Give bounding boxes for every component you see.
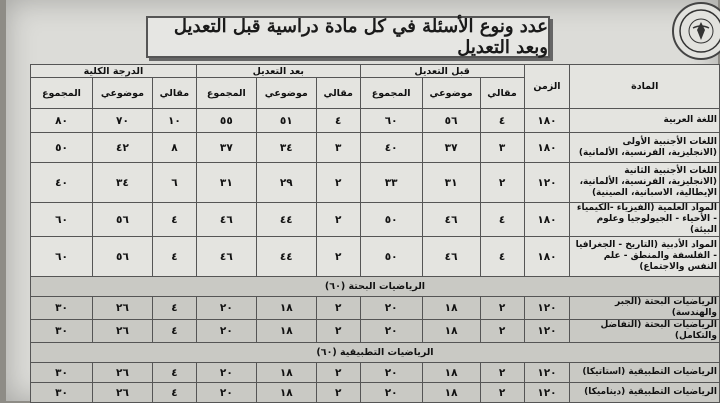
table-row <box>31 237 720 277</box>
cell-after-objective: ٤٤ <box>256 237 316 277</box>
cell-time: ١٢٠ <box>524 363 570 383</box>
cell-total-sum: ٦٠ <box>31 203 93 237</box>
cell-before-sum: ٥٠ <box>360 237 422 277</box>
cell-after-objective: ١٨ <box>256 320 316 343</box>
cell-total-sum: ٣٠ <box>31 363 93 383</box>
table-row <box>31 203 720 237</box>
header-total-objective: موضوعي <box>92 78 152 109</box>
header-after-objective: موضوعي <box>256 78 316 109</box>
cell-time: ١٢٠ <box>524 163 570 203</box>
cell-subject: اللغات الأجنبية الأولى (الانجليزية، الفرنسية، الألمانية) <box>570 133 720 163</box>
cell-time: ١٢٠ <box>524 320 570 343</box>
cell-before-objective: ٣١ <box>422 163 480 203</box>
cell-total-sum: ٥٠ <box>31 133 93 163</box>
header-before-objective: موضوعي <box>422 78 480 109</box>
cell-after-objective: ٢٩ <box>256 163 316 203</box>
cell-before-objective: ٣٧ <box>422 133 480 163</box>
cell-total-essay: ٤ <box>152 297 196 320</box>
cell-before-sum: ٣٣ <box>360 163 422 203</box>
table-row <box>31 320 720 343</box>
section-row <box>31 277 720 297</box>
seal-graphic <box>678 8 720 54</box>
header-total-degree: الدرجة الكلية <box>31 65 197 78</box>
cell-after-sum: ٤٦ <box>196 237 256 277</box>
cell-total-sum: ٣٠ <box>31 383 93 403</box>
cell-total-objective: ٧٠ <box>92 109 152 133</box>
table-row <box>31 163 720 203</box>
cell-after-sum: ٣٧ <box>196 133 256 163</box>
header-total-sum: المجموع <box>31 78 93 109</box>
cell-total-sum: ٤٠ <box>31 163 93 203</box>
cell-subject: الرياضيات البحتة (الجبر والهندسة) <box>570 297 720 320</box>
cell-total-essay: ١٠ <box>152 109 196 133</box>
cell-before-sum: ٢٠ <box>360 383 422 403</box>
header-subject: المادة <box>570 65 720 109</box>
cell-total-sum: ٦٠ <box>31 237 93 277</box>
cell-total-objective: ٥٦ <box>92 203 152 237</box>
cell-after-sum: ٢٠ <box>196 383 256 403</box>
cell-after-essay: ٢ <box>316 237 360 277</box>
table-row <box>31 133 720 163</box>
cell-total-sum: ٨٠ <box>31 109 93 133</box>
cell-after-sum: ٣١ <box>196 163 256 203</box>
cell-total-essay: ٤ <box>152 363 196 383</box>
cell-total-essay: ٤ <box>152 237 196 277</box>
cell-after-essay: ٢ <box>316 383 360 403</box>
page-title: عدد ونوع الأسئلة في كل مادة دراسية قبل التعديل وبعد التعديل <box>146 16 550 58</box>
cell-after-objective: ١٨ <box>256 297 316 320</box>
cell-total-essay: ٨ <box>152 133 196 163</box>
table-row <box>31 383 720 403</box>
document-page <box>6 0 718 401</box>
cell-after-objective: ٥١ <box>256 109 316 133</box>
cell-after-sum: ٢٠ <box>196 297 256 320</box>
section-label: الرياضيات البحتة (٦٠) <box>31 277 720 297</box>
cell-before-sum: ٤٠ <box>360 133 422 163</box>
cell-total-essay: ٤ <box>152 203 196 237</box>
cell-after-sum: ٤٦ <box>196 203 256 237</box>
cell-before-essay: ٢ <box>480 320 524 343</box>
cell-total-essay: ٤ <box>152 383 196 403</box>
cell-time: ١٨٠ <box>524 133 570 163</box>
header-after: بعد التعديل <box>196 65 360 78</box>
header-row-groups <box>31 65 720 78</box>
cell-before-essay: ٢ <box>480 297 524 320</box>
cell-after-essay: ٢ <box>316 297 360 320</box>
cell-before-essay: ٤ <box>480 203 524 237</box>
header-before-essay: مقالي <box>480 78 524 109</box>
cell-after-objective: ٤٤ <box>256 203 316 237</box>
cell-after-sum: ٥٥ <box>196 109 256 133</box>
cell-after-essay: ٢ <box>316 163 360 203</box>
header-before-sum: المجموع <box>360 78 422 109</box>
cell-after-essay: ٣ <box>316 133 360 163</box>
cell-total-objective: ٤٢ <box>92 133 152 163</box>
cell-before-sum: ٥٠ <box>360 203 422 237</box>
cell-before-sum: ٢٠ <box>360 320 422 343</box>
cell-before-objective: ١٨ <box>422 383 480 403</box>
cell-time: ١٨٠ <box>524 203 570 237</box>
cell-total-objective: ٢٦ <box>92 363 152 383</box>
cell-before-objective: ٤٦ <box>422 237 480 277</box>
questions-table <box>30 64 720 403</box>
cell-after-essay: ٢ <box>316 320 360 343</box>
cell-after-sum: ٢٠ <box>196 320 256 343</box>
cell-subject: الرياضيات التطبيقية (ديناميكا) <box>570 383 720 403</box>
cell-total-objective: ٥٦ <box>92 237 152 277</box>
table-body <box>31 109 720 403</box>
table-row <box>31 297 720 320</box>
cell-after-objective: ١٨ <box>256 363 316 383</box>
cell-total-objective: ٣٤ <box>92 163 152 203</box>
cell-total-sum: ٣٠ <box>31 320 93 343</box>
cell-before-sum: ٢٠ <box>360 297 422 320</box>
cell-time: ١٢٠ <box>524 383 570 403</box>
cell-subject: المواد الأدبية (التاريخ - الجغرافيا - الفلسفة والمنطق - علم النفس والاجتماع) <box>570 237 720 277</box>
header-after-essay: مقالي <box>316 78 360 109</box>
cell-time: ١٢٠ <box>524 297 570 320</box>
cell-subject: اللغة العربية <box>570 109 720 133</box>
cell-before-essay: ٢ <box>480 163 524 203</box>
cell-after-essay: ٢ <box>316 203 360 237</box>
header-total-essay: مقالي <box>152 78 196 109</box>
cell-total-objective: ٢٦ <box>92 297 152 320</box>
cell-before-objective: ٤٦ <box>422 203 480 237</box>
cell-subject: الرياضيات التطبيقية (استاتيكا) <box>570 363 720 383</box>
cell-before-objective: ١٨ <box>422 297 480 320</box>
cell-after-objective: ١٨ <box>256 383 316 403</box>
header-before: قبل التعديل <box>360 65 524 78</box>
cell-before-essay: ٢ <box>480 383 524 403</box>
cell-before-essay: ٣ <box>480 133 524 163</box>
header-after-sum: المجموع <box>196 78 256 109</box>
ministry-seal-icon <box>672 2 720 60</box>
table-row <box>31 363 720 383</box>
cell-before-objective: ١٨ <box>422 320 480 343</box>
cell-total-objective: ٢٦ <box>92 320 152 343</box>
cell-time: ١٨٠ <box>524 237 570 277</box>
cell-subject: المواد العلمية (الفيزياء -الكيمياء - الأحياء - الجيولوجيا وعلوم البيئة) <box>570 203 720 237</box>
section-label: الرياضيات التطبيقية (٦٠) <box>31 343 720 363</box>
cell-time: ١٨٠ <box>524 109 570 133</box>
cell-subject: الرياضيات البحتة (التفاضل والتكامل) <box>570 320 720 343</box>
table-row <box>31 109 720 133</box>
cell-after-sum: ٢٠ <box>196 363 256 383</box>
section-row <box>31 343 720 363</box>
cell-before-objective: ١٨ <box>422 363 480 383</box>
cell-after-essay: ٢ <box>316 363 360 383</box>
cell-total-essay: ٦ <box>152 163 196 203</box>
cell-subject: اللغات الأجنبية الثانية (الانجليزية، الفرنسية، الألمانية، الإيطالية، الاسبانية، الصينية) <box>570 163 720 203</box>
cell-before-essay: ٢ <box>480 363 524 383</box>
header-time: الزمن <box>524 65 570 109</box>
cell-total-sum: ٣٠ <box>31 297 93 320</box>
cell-before-essay: ٤ <box>480 237 524 277</box>
cell-before-sum: ٢٠ <box>360 363 422 383</box>
cell-before-sum: ٦٠ <box>360 109 422 133</box>
cell-before-essay: ٤ <box>480 109 524 133</box>
cell-total-objective: ٢٦ <box>92 383 152 403</box>
cell-after-objective: ٣٤ <box>256 133 316 163</box>
cell-total-essay: ٤ <box>152 320 196 343</box>
cell-before-objective: ٥٦ <box>422 109 480 133</box>
cell-after-essay: ٤ <box>316 109 360 133</box>
